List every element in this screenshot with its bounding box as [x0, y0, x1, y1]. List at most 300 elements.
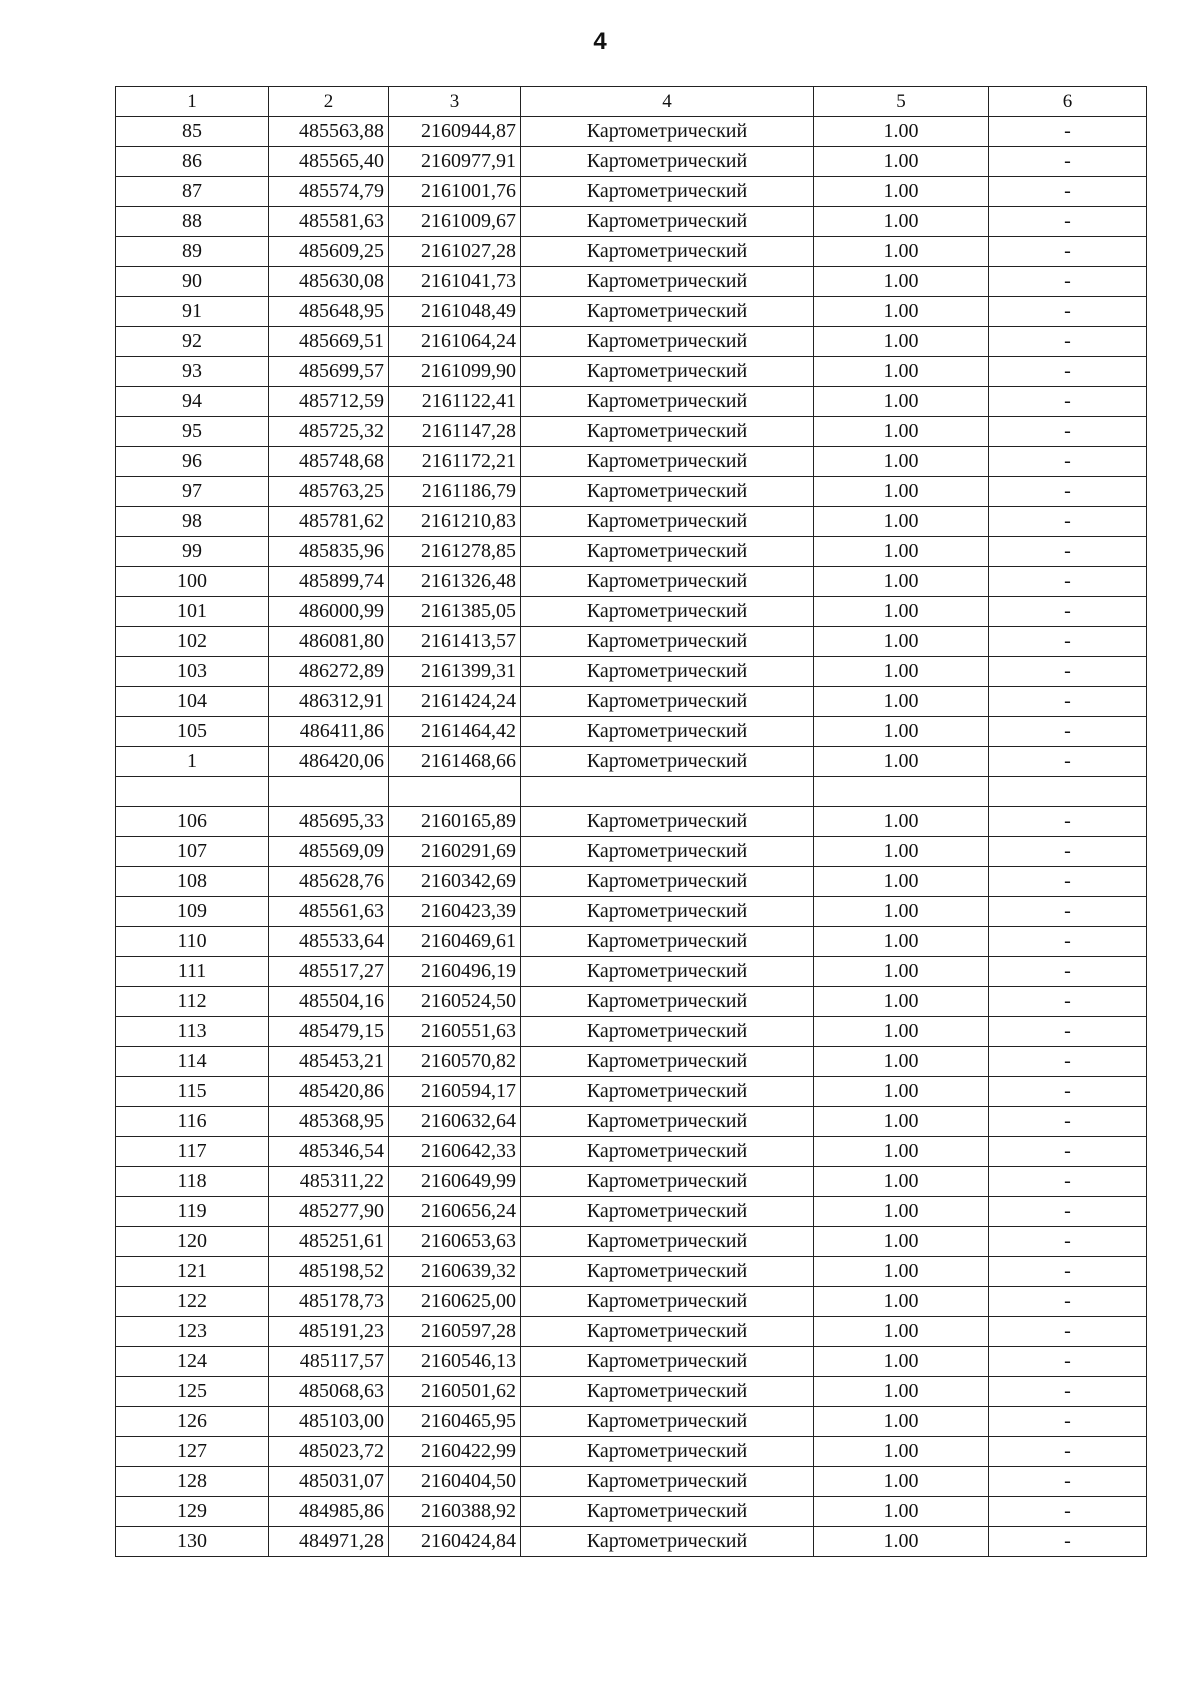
description-cell: - — [989, 1317, 1147, 1347]
description-cell: - — [989, 717, 1147, 747]
x-coordinate-cell: 485781,62 — [269, 507, 389, 537]
y-coordinate-cell: 2160524,50 — [389, 987, 521, 1017]
description-cell: - — [989, 1137, 1147, 1167]
description-cell: - — [989, 927, 1147, 957]
method-cell: Картометрический — [521, 1497, 814, 1527]
table-row — [116, 687, 1147, 717]
accuracy-cell: 1.00 — [814, 1407, 989, 1437]
point-number-cell: 125 — [116, 1377, 269, 1407]
point-number-cell: 102 — [116, 627, 269, 657]
y-coordinate-cell: 2160404,50 — [389, 1467, 521, 1497]
point-number-cell: 93 — [116, 357, 269, 387]
point-number-cell: 86 — [116, 147, 269, 177]
x-coordinate-cell: 485748,68 — [269, 447, 389, 477]
x-coordinate-cell: 485277,90 — [269, 1197, 389, 1227]
y-coordinate-cell: 2161186,79 — [389, 477, 521, 507]
x-coordinate-cell: 485763,25 — [269, 477, 389, 507]
description-cell: - — [989, 147, 1147, 177]
description-cell: - — [989, 957, 1147, 987]
point-number-cell: 105 — [116, 717, 269, 747]
accuracy-cell: 1.00 — [814, 357, 989, 387]
point-number-cell: 98 — [116, 507, 269, 537]
y-coordinate-cell: 2161147,28 — [389, 417, 521, 447]
description-cell: - — [989, 357, 1147, 387]
table-row — [116, 1047, 1147, 1077]
description-cell: - — [989, 1497, 1147, 1527]
table-row — [116, 1197, 1147, 1227]
y-coordinate-cell: 2161210,83 — [389, 507, 521, 537]
table-row — [116, 777, 1147, 807]
method-cell: Картометрический — [521, 1407, 814, 1437]
method-cell: Картометрический — [521, 657, 814, 687]
table-row — [116, 1287, 1147, 1317]
point-number-cell: 92 — [116, 327, 269, 357]
y-coordinate-cell: 2161385,05 — [389, 597, 521, 627]
point-number-cell: 104 — [116, 687, 269, 717]
y-coordinate-cell: 2161424,24 — [389, 687, 521, 717]
table-row — [116, 417, 1147, 447]
table-row — [116, 657, 1147, 687]
header-cell-3: 3 — [389, 87, 521, 117]
description-cell: - — [989, 1527, 1147, 1557]
point-number-cell: 88 — [116, 207, 269, 237]
method-cell: Картометрический — [521, 897, 814, 927]
point-number-cell: 113 — [116, 1017, 269, 1047]
x-coordinate-cell: 485117,57 — [269, 1347, 389, 1377]
table-row — [116, 747, 1147, 777]
accuracy-cell: 1.00 — [814, 1167, 989, 1197]
description-cell: - — [989, 1227, 1147, 1257]
point-number-cell: 109 — [116, 897, 269, 927]
x-coordinate-cell: 484985,86 — [269, 1497, 389, 1527]
table-row — [116, 1317, 1147, 1347]
description-cell: - — [989, 267, 1147, 297]
accuracy-cell: 1.00 — [814, 747, 989, 777]
accuracy-cell: 1.00 — [814, 1437, 989, 1467]
point-number-cell: 117 — [116, 1137, 269, 1167]
y-coordinate-cell: 2160977,91 — [389, 147, 521, 177]
method-cell: Картометрический — [521, 867, 814, 897]
y-coordinate-cell: 2160639,32 — [389, 1257, 521, 1287]
method-cell: Картометрический — [521, 687, 814, 717]
method-cell: Картометрический — [521, 717, 814, 747]
header-cell-4: 4 — [521, 87, 814, 117]
method-cell: Картометрический — [521, 987, 814, 1017]
y-coordinate-cell: 2160642,33 — [389, 1137, 521, 1167]
accuracy-cell: 1.00 — [814, 417, 989, 447]
y-coordinate-cell: 2161041,73 — [389, 267, 521, 297]
y-coordinate-cell: 2160423,39 — [389, 897, 521, 927]
table-row — [116, 1347, 1147, 1377]
method-cell: Картометрический — [521, 957, 814, 987]
description-cell: - — [989, 237, 1147, 267]
method-cell: Картометрический — [521, 927, 814, 957]
method-cell: Картометрический — [521, 747, 814, 777]
table-row — [116, 1077, 1147, 1107]
x-coordinate-cell: 485103,00 — [269, 1407, 389, 1437]
accuracy-cell: 1.00 — [814, 987, 989, 1017]
table-row — [116, 987, 1147, 1017]
x-coordinate-cell: 486272,89 — [269, 657, 389, 687]
accuracy-cell: 1.00 — [814, 447, 989, 477]
y-coordinate-cell: 2160388,92 — [389, 1497, 521, 1527]
x-coordinate-cell: 485251,61 — [269, 1227, 389, 1257]
description-cell: - — [989, 1407, 1147, 1437]
table-row — [116, 1017, 1147, 1047]
y-coordinate-cell: 2161001,76 — [389, 177, 521, 207]
description-cell: - — [989, 1257, 1147, 1287]
accuracy-cell: 1.00 — [814, 717, 989, 747]
method-cell: Картометрический — [521, 1077, 814, 1107]
point-number-cell: 127 — [116, 1437, 269, 1467]
accuracy-cell: 1.00 — [814, 117, 989, 147]
table-row — [116, 387, 1147, 417]
method-cell: Картометрический — [521, 507, 814, 537]
y-coordinate-cell: 2161278,85 — [389, 537, 521, 567]
description-cell: - — [989, 807, 1147, 837]
point-number-cell: 106 — [116, 807, 269, 837]
point-number-cell: 130 — [116, 1527, 269, 1557]
accuracy-cell: 1.00 — [814, 387, 989, 417]
method-cell: Картометрический — [521, 1437, 814, 1467]
x-coordinate-cell: 485479,15 — [269, 1017, 389, 1047]
method-cell: Картометрический — [521, 357, 814, 387]
accuracy-cell: 1.00 — [814, 657, 989, 687]
point-number-cell: 90 — [116, 267, 269, 297]
description-cell: - — [989, 207, 1147, 237]
point-number-cell: 87 — [116, 177, 269, 207]
point-number-cell: 103 — [116, 657, 269, 687]
method-cell: Картометрический — [521, 477, 814, 507]
description-cell: - — [989, 1107, 1147, 1137]
description-cell: - — [989, 1077, 1147, 1107]
accuracy-cell: 1.00 — [814, 267, 989, 297]
x-coordinate-cell: 485561,63 — [269, 897, 389, 927]
method-cell: Картометрический — [521, 807, 814, 837]
point-number-cell: 110 — [116, 927, 269, 957]
x-coordinate-cell: 486000,99 — [269, 597, 389, 627]
y-coordinate-cell: 2161122,41 — [389, 387, 521, 417]
x-coordinate-cell: 485630,08 — [269, 267, 389, 297]
accuracy-cell: 1.00 — [814, 207, 989, 237]
method-cell: Картометрический — [521, 447, 814, 477]
method-cell: Картометрический — [521, 417, 814, 447]
method-cell: Картометрический — [521, 627, 814, 657]
point-number-cell: 116 — [116, 1107, 269, 1137]
accuracy-cell: 1.00 — [814, 1317, 989, 1347]
table-row — [116, 477, 1147, 507]
point-number-cell: 99 — [116, 537, 269, 567]
description-cell: - — [989, 1347, 1147, 1377]
x-coordinate-cell: 486312,91 — [269, 687, 389, 717]
method-cell: Картометрический — [521, 177, 814, 207]
point-number-cell: 91 — [116, 297, 269, 327]
x-coordinate-cell: 485191,23 — [269, 1317, 389, 1347]
description-cell: - — [989, 687, 1147, 717]
table-row — [116, 957, 1147, 987]
y-coordinate-cell: 2161326,48 — [389, 567, 521, 597]
table-row — [116, 447, 1147, 477]
point-number-cell: 124 — [116, 1347, 269, 1377]
x-coordinate-cell: 486081,80 — [269, 627, 389, 657]
description-cell: - — [989, 1287, 1147, 1317]
x-coordinate-cell: 485420,86 — [269, 1077, 389, 1107]
point-number-cell — [116, 777, 269, 807]
description-cell: - — [989, 1377, 1147, 1407]
y-coordinate-cell: 2161009,67 — [389, 207, 521, 237]
y-coordinate-cell — [389, 777, 521, 807]
x-coordinate-cell: 485565,40 — [269, 147, 389, 177]
table-row — [116, 1167, 1147, 1197]
accuracy-cell: 1.00 — [814, 1467, 989, 1497]
accuracy-cell: 1.00 — [814, 627, 989, 657]
coordinates-table — [115, 86, 1147, 1557]
description-cell: - — [989, 327, 1147, 357]
method-cell: Картометрический — [521, 837, 814, 867]
x-coordinate-cell: 485563,88 — [269, 117, 389, 147]
y-coordinate-cell: 2160424,84 — [389, 1527, 521, 1557]
method-cell: Картометрический — [521, 1347, 814, 1377]
y-coordinate-cell: 2161099,90 — [389, 357, 521, 387]
accuracy-cell: 1.00 — [814, 1197, 989, 1227]
y-coordinate-cell: 2160465,95 — [389, 1407, 521, 1437]
x-coordinate-cell: 485517,27 — [269, 957, 389, 987]
point-number-cell: 101 — [116, 597, 269, 627]
y-coordinate-cell: 2160656,24 — [389, 1197, 521, 1227]
y-coordinate-cell: 2160291,69 — [389, 837, 521, 867]
method-cell: Картометрический — [521, 1527, 814, 1557]
point-number-cell: 119 — [116, 1197, 269, 1227]
accuracy-cell: 1.00 — [814, 807, 989, 837]
y-coordinate-cell: 2160496,19 — [389, 957, 521, 987]
description-cell: - — [989, 477, 1147, 507]
y-coordinate-cell: 2160570,82 — [389, 1047, 521, 1077]
point-number-cell: 100 — [116, 567, 269, 597]
description-cell: - — [989, 297, 1147, 327]
y-coordinate-cell: 2160546,13 — [389, 1347, 521, 1377]
point-number-cell: 128 — [116, 1467, 269, 1497]
y-coordinate-cell: 2161413,57 — [389, 627, 521, 657]
table-row — [116, 537, 1147, 567]
method-cell: Картометрический — [521, 297, 814, 327]
description-cell: - — [989, 387, 1147, 417]
point-number-cell: 123 — [116, 1317, 269, 1347]
description-cell: - — [989, 747, 1147, 777]
x-coordinate-cell: 486420,06 — [269, 747, 389, 777]
y-coordinate-cell: 2160422,99 — [389, 1437, 521, 1467]
description-cell: - — [989, 987, 1147, 1017]
table-row — [116, 177, 1147, 207]
table-row — [116, 357, 1147, 387]
description-cell: - — [989, 537, 1147, 567]
method-cell: Картометрический — [521, 1197, 814, 1227]
description-cell: - — [989, 447, 1147, 477]
y-coordinate-cell: 2160165,89 — [389, 807, 521, 837]
table-row — [116, 147, 1147, 177]
y-coordinate-cell: 2160944,87 — [389, 117, 521, 147]
point-number-cell: 112 — [116, 987, 269, 1017]
table-body — [116, 87, 1147, 1557]
x-coordinate-cell: 485574,79 — [269, 177, 389, 207]
description-cell: - — [989, 627, 1147, 657]
y-coordinate-cell: 2160551,63 — [389, 1017, 521, 1047]
point-number-cell: 1 — [116, 747, 269, 777]
description-cell: - — [989, 597, 1147, 627]
table-row — [116, 927, 1147, 957]
y-coordinate-cell: 2160501,62 — [389, 1377, 521, 1407]
header-cell-2: 2 — [269, 87, 389, 117]
accuracy-cell: 1.00 — [814, 327, 989, 357]
accuracy-cell: 1.00 — [814, 1227, 989, 1257]
x-coordinate-cell: 485669,51 — [269, 327, 389, 357]
point-number-cell: 114 — [116, 1047, 269, 1077]
accuracy-cell: 1.00 — [814, 867, 989, 897]
description-cell: - — [989, 897, 1147, 927]
accuracy-cell: 1.00 — [814, 837, 989, 867]
y-coordinate-cell: 2160632,64 — [389, 1107, 521, 1137]
table-row — [116, 117, 1147, 147]
accuracy-cell: 1.00 — [814, 1077, 989, 1107]
page-number: 4 — [593, 28, 607, 55]
point-number-cell: 95 — [116, 417, 269, 447]
point-number-cell: 121 — [116, 1257, 269, 1287]
x-coordinate-cell: 485648,95 — [269, 297, 389, 327]
point-number-cell: 129 — [116, 1497, 269, 1527]
method-cell: Картометрический — [521, 1317, 814, 1347]
method-cell: Картометрический — [521, 537, 814, 567]
table-row — [116, 1137, 1147, 1167]
table-row — [116, 837, 1147, 867]
x-coordinate-cell: 485453,21 — [269, 1047, 389, 1077]
x-coordinate-cell: 485581,63 — [269, 207, 389, 237]
x-coordinate-cell: 484971,28 — [269, 1527, 389, 1557]
description-cell: - — [989, 1467, 1147, 1497]
method-cell: Картометрический — [521, 1257, 814, 1287]
accuracy-cell: 1.00 — [814, 1287, 989, 1317]
accuracy-cell: 1.00 — [814, 927, 989, 957]
point-number-cell: 120 — [116, 1227, 269, 1257]
x-coordinate-cell: 485368,95 — [269, 1107, 389, 1137]
point-number-cell: 115 — [116, 1077, 269, 1107]
y-coordinate-cell: 2161027,28 — [389, 237, 521, 267]
y-coordinate-cell: 2161064,24 — [389, 327, 521, 357]
method-cell: Картометрический — [521, 327, 814, 357]
method-cell: Картометрический — [521, 147, 814, 177]
accuracy-cell: 1.00 — [814, 1017, 989, 1047]
x-coordinate-cell: 485023,72 — [269, 1437, 389, 1467]
method-cell: Картометрический — [521, 1107, 814, 1137]
x-coordinate-cell: 485899,74 — [269, 567, 389, 597]
description-cell: - — [989, 417, 1147, 447]
description-cell: - — [989, 567, 1147, 597]
accuracy-cell: 1.00 — [814, 1137, 989, 1167]
table-row — [116, 1377, 1147, 1407]
table-row — [116, 1257, 1147, 1287]
x-coordinate-cell: 485346,54 — [269, 1137, 389, 1167]
table-row — [116, 717, 1147, 747]
description-cell: - — [989, 1017, 1147, 1047]
accuracy-cell: 1.00 — [814, 897, 989, 927]
table-row — [116, 597, 1147, 627]
accuracy-cell: 1.00 — [814, 477, 989, 507]
accuracy-cell: 1.00 — [814, 507, 989, 537]
x-coordinate-cell — [269, 777, 389, 807]
point-number-cell: 122 — [116, 1287, 269, 1317]
method-cell: Картометрический — [521, 117, 814, 147]
accuracy-cell: 1.00 — [814, 537, 989, 567]
accuracy-cell: 1.00 — [814, 957, 989, 987]
point-number-cell: 107 — [116, 837, 269, 867]
y-coordinate-cell: 2160342,69 — [389, 867, 521, 897]
x-coordinate-cell: 485569,09 — [269, 837, 389, 867]
x-coordinate-cell: 485712,59 — [269, 387, 389, 417]
x-coordinate-cell: 485699,57 — [269, 357, 389, 387]
accuracy-cell: 1.00 — [814, 147, 989, 177]
method-cell: Картометрический — [521, 567, 814, 597]
y-coordinate-cell: 2161048,49 — [389, 297, 521, 327]
method-cell: Картометрический — [521, 1047, 814, 1077]
table-row — [116, 327, 1147, 357]
table-row — [116, 1227, 1147, 1257]
x-coordinate-cell: 485695,33 — [269, 807, 389, 837]
description-cell: - — [989, 867, 1147, 897]
y-coordinate-cell: 2161468,66 — [389, 747, 521, 777]
accuracy-cell: 1.00 — [814, 1497, 989, 1527]
x-coordinate-cell: 485609,25 — [269, 237, 389, 267]
table-header-row — [116, 87, 1147, 117]
description-cell: - — [989, 507, 1147, 537]
method-cell: Картометрический — [521, 267, 814, 297]
description-cell: - — [989, 1047, 1147, 1077]
description-cell: - — [989, 117, 1147, 147]
y-coordinate-cell: 2161464,42 — [389, 717, 521, 747]
description-cell: - — [989, 177, 1147, 207]
x-coordinate-cell: 485835,96 — [269, 537, 389, 567]
point-number-cell: 118 — [116, 1167, 269, 1197]
table-row — [116, 627, 1147, 657]
accuracy-cell: 1.00 — [814, 237, 989, 267]
table-row — [116, 297, 1147, 327]
accuracy-cell: 1.00 — [814, 297, 989, 327]
x-coordinate-cell: 485725,32 — [269, 417, 389, 447]
x-coordinate-cell: 485311,22 — [269, 1167, 389, 1197]
x-coordinate-cell: 486411,86 — [269, 717, 389, 747]
point-number-cell: 85 — [116, 117, 269, 147]
table-row — [116, 1497, 1147, 1527]
y-coordinate-cell: 2160625,00 — [389, 1287, 521, 1317]
table-row — [116, 1107, 1147, 1137]
point-number-cell: 96 — [116, 447, 269, 477]
accuracy-cell: 1.00 — [814, 687, 989, 717]
point-number-cell: 97 — [116, 477, 269, 507]
accuracy-cell: 1.00 — [814, 567, 989, 597]
accuracy-cell: 1.00 — [814, 597, 989, 627]
x-coordinate-cell: 485504,16 — [269, 987, 389, 1017]
accuracy-cell: 1.00 — [814, 1257, 989, 1287]
method-cell: Картометрический — [521, 1377, 814, 1407]
method-cell: Картометрический — [521, 207, 814, 237]
description-cell: - — [989, 837, 1147, 867]
header-cell-1: 1 — [116, 87, 269, 117]
table-row — [116, 1407, 1147, 1437]
description-cell: - — [989, 657, 1147, 687]
method-cell: Картометрический — [521, 1017, 814, 1047]
accuracy-cell: 1.00 — [814, 1047, 989, 1077]
method-cell: Картометрический — [521, 387, 814, 417]
accuracy-cell: 1.00 — [814, 1347, 989, 1377]
y-coordinate-cell: 2161399,31 — [389, 657, 521, 687]
y-coordinate-cell: 2160653,63 — [389, 1227, 521, 1257]
